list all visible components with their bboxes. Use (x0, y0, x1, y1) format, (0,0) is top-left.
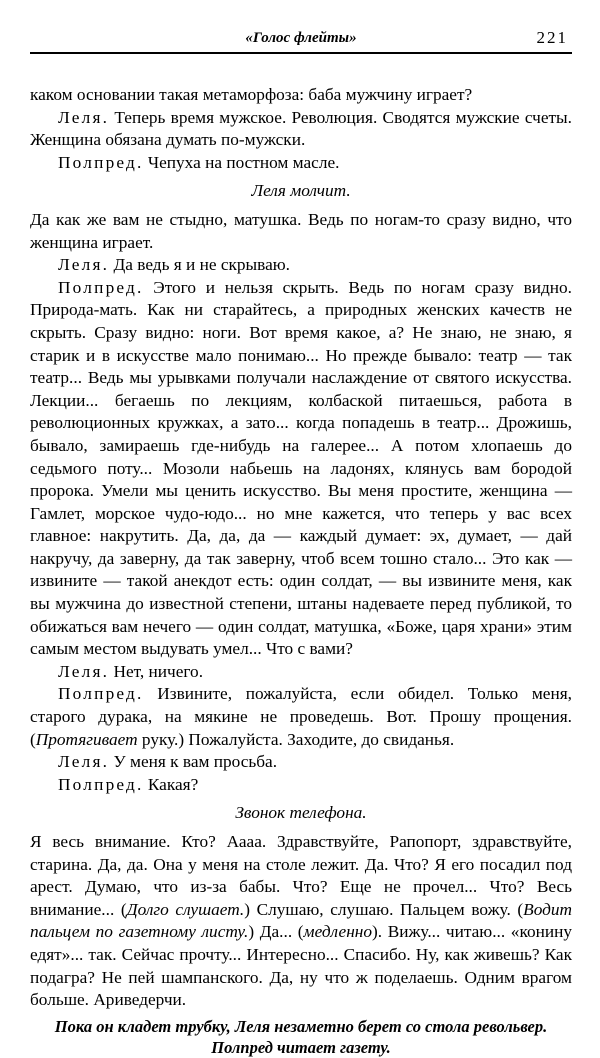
paragraph-text: каком основании такая метаморфоза: баба мужчину играет? (30, 85, 473, 104)
paragraph-text: ) Слушаю, слушаю. Пальцем вожу. ( (244, 899, 524, 919)
closing-stage-direction: Пока он кладет трубку, Леля незаметно берет со стола револьвер. Полпред читает газету. (54, 1016, 548, 1057)
dialogue-text: руку.) Пожалуйста. Заходите, до свиданья. (137, 729, 455, 749)
book-page (30, 28, 572, 1058)
paragraph (30, 84, 572, 107)
dialogue-line (30, 277, 572, 661)
paragraph-text: ). Вижу... читаю... «конину едят»... так. Сейчас прочту... Интересно... Спасибо. Ну, как живешь? Как подагра? Не пей шампанского. Да, ну что ж поделаешь. Одним врагом больше. Ариведерчи. (30, 922, 572, 1010)
running-title: «Голос флейты» (245, 30, 357, 46)
inline-stage-direction: медленно (303, 922, 372, 942)
dialogue-text: Какая? (143, 774, 199, 794)
page-number: 221 (536, 28, 568, 47)
paragraph (30, 831, 572, 1012)
dialogue-line (30, 661, 572, 684)
speaker-name: Полпред. (58, 152, 144, 172)
paragraph-text: Я весь внимание. Кто? Аааа. Здравствуйте, Рапопорт, здравствуйте, старина. Да, да. Она у меня на столе лежит. Да. Что? Я его посадил под арест. Думаю, что из-за бабы. Что? Еще не прочел... Что? Весь внимание... ( (30, 832, 572, 919)
stage-direction: Леля молчит. (251, 181, 351, 201)
dialogue-text: Да ведь я и не скрываю. (109, 255, 290, 275)
page-body (30, 84, 572, 1058)
paragraph-text: Да как же вам не стыдно, матушка. Ведь по ногам-то сразу видно, что женщина играет. (30, 209, 572, 252)
dialogue-text: У меня к вам просьба. (109, 752, 278, 772)
dialogue-text: Теперь время мужское. Революция. Сводятся мужские счеты. Женщина обязана думать по-мужски. (30, 107, 572, 150)
speaker-name: Леля. (58, 661, 110, 681)
speaker-name: Леля. (58, 752, 110, 772)
inline-stage-direction: Водит пальцем по газетному листу. (30, 899, 572, 942)
paragraph-text: ) Да... ( (248, 922, 304, 942)
dialogue-text: Нет, ничего. (109, 661, 204, 681)
dialogue-text: Чепуха на постном масле. (143, 152, 340, 172)
dialogue-text: Этого и нельзя скрыть. Ведь по ногам сразу видно. Природа-мать. Как ни старайтесь, а природных женских качеств не скрыть. Сразу видно: ноги. Вот время какое, а? Не знаю, не знаю, я старик и в искусстве мало понимаю... Но прежде бывало: театр — так театр... Ведь мы урывками получали наслаждение от святого искусства. Лекции... бегаешь по лекциям, колбаской питаешься, работа в революционных кружках, а зато... когда попадешь в театр... Дрожишь, бывало, замираешь где-нибудь на галерее... А потом хлопаешь до седьмого поту... Мозоли набьешь на ладонях, клянусь вам бородой пророка. Умели мы ценить искусство. Вы меня простите, женщина — Гамлет, морское чудо-юдо... но мне кажется, что теперь у вас всех главное: накрутить. Да, да, да — каждый думает: эх, думает, — дай накручу, да заверну, да так заверну, чтоб всем тошно стало... Это как — извините — такой анекдот есть: один солдат, — вы извините меня, как вы мужчина до известной степени, штаны надеваете перед публикой, то обижаться вам нечего — один солдат, матушка, «Боже, царя храни» этим самым местом выдувать умел... Что с вами? (30, 277, 572, 659)
speaker-name: Полпред. (58, 684, 144, 704)
speaker-name: Леля. (58, 255, 110, 275)
dialogue-line (30, 254, 572, 277)
paragraph (30, 209, 572, 254)
running-head (30, 28, 572, 54)
header-rule (30, 52, 572, 54)
speaker-name: Полпред. (58, 774, 144, 794)
inline-stage-direction: Протягивает (35, 729, 138, 749)
stage-direction: Звонок телефона. (235, 803, 367, 823)
dialogue-line (30, 751, 572, 774)
speaker-name: Полпред. (58, 277, 144, 297)
dialogue-line (30, 774, 572, 797)
dialogue-line (30, 107, 572, 152)
inline-stage-direction: Долго слушает. (126, 899, 245, 919)
dialogue-line (30, 683, 572, 751)
dialogue-line (30, 152, 572, 175)
speaker-name: Леля. (58, 107, 110, 127)
dialogue-text: Извините, пожалуйста, если обидел. Только меня, старого дурака, на мякине не проведешь. Вот. Прошу прощения. ( (30, 684, 572, 749)
